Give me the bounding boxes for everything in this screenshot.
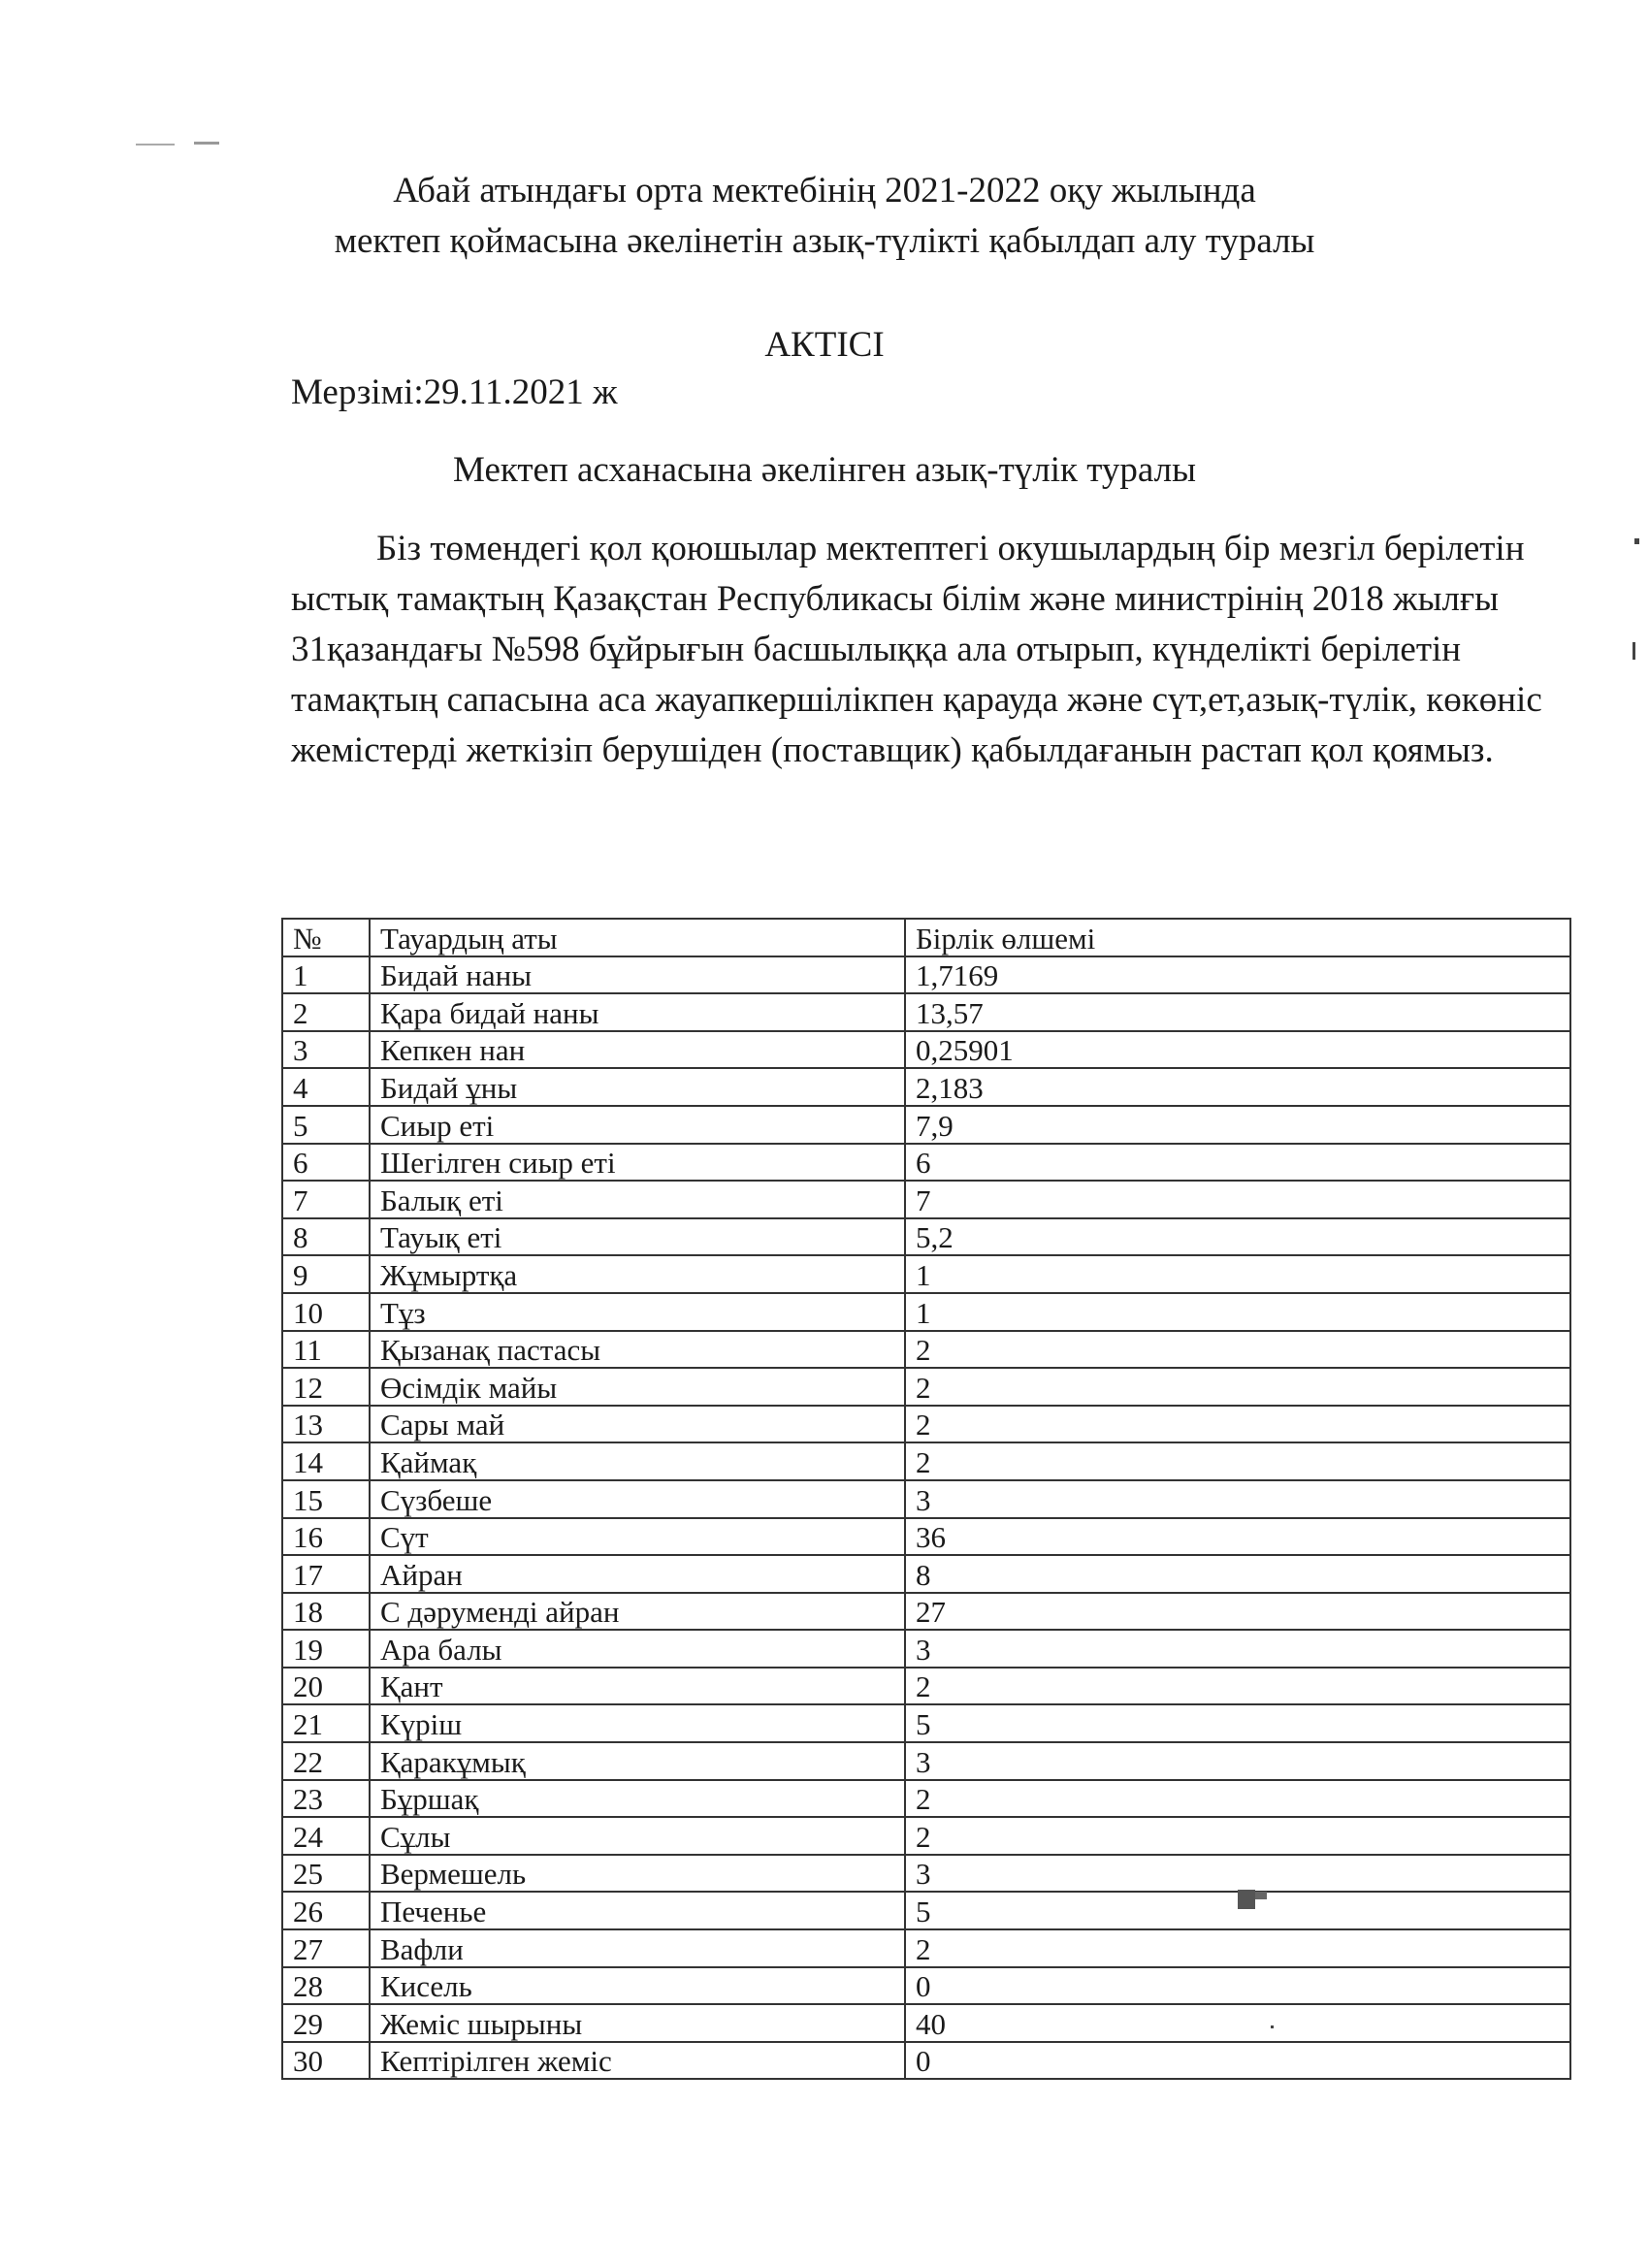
- row-number: 14: [282, 1442, 370, 1480]
- row-number: 29: [282, 2004, 370, 2042]
- product-name: Сары май: [370, 1406, 905, 1443]
- row-number: 8: [282, 1218, 370, 1256]
- product-name: Кепкен нан: [370, 1031, 905, 1069]
- table-row: [282, 1967, 1570, 2005]
- row-number: 20: [282, 1668, 370, 1705]
- row-number: 4: [282, 1068, 370, 1106]
- unit-value: 5: [905, 1704, 1570, 1742]
- row-number: 10: [282, 1293, 370, 1331]
- table-row: [282, 1630, 1570, 1668]
- scan-speck: [194, 142, 219, 145]
- product-name: Сүзбеше: [370, 1480, 905, 1518]
- unit-value: 7,9: [905, 1106, 1570, 1144]
- row-number: 9: [282, 1255, 370, 1293]
- table-row: [282, 1218, 1570, 1256]
- header-number: №: [282, 919, 370, 956]
- goods-table: [281, 918, 1571, 2080]
- table-row: [282, 956, 1570, 994]
- product-name: Қаймақ: [370, 1442, 905, 1480]
- table-row: [282, 1368, 1570, 1406]
- unit-value: 3: [905, 1480, 1570, 1518]
- table-row: [282, 1293, 1570, 1331]
- document-date: Мерзімі:29.11.2021 ж: [291, 373, 618, 412]
- row-number: 23: [282, 1780, 370, 1818]
- product-name: Вермешель: [370, 1855, 905, 1893]
- product-name: Печенье: [370, 1892, 905, 1929]
- row-number: 21: [282, 1704, 370, 1742]
- product-name: Тұз: [370, 1293, 905, 1331]
- table-row: [282, 1929, 1570, 1967]
- body-paragraph-text: Біз төмендегі қол қоюшылар мектептегі окушылардың бір мезгіл берілетін ыстық тамақтың Қазақстан Республикасы білім және министрінің 2018 жылғы 31қазандағы №598 бұйрығын басшылыққа ала отырып, күнделікті берілетін тамақтың сапасына аса жауапкершілікпен қарауда және сүт,ет,азық-түлік, көкөніс жемістерді жеткізіп берушіден (поставщик) қабылдағанын растап қол қоямыз.: [291, 529, 1542, 770]
- scan-speck: [1633, 642, 1635, 660]
- row-number: 1: [282, 956, 370, 994]
- product-name: Ара балы: [370, 1630, 905, 1668]
- product-name: Жұмыртқа: [370, 1255, 905, 1293]
- product-name: Өсімдік майы: [370, 1368, 905, 1406]
- table-row: [282, 1518, 1570, 1556]
- table-row: [282, 1442, 1570, 1480]
- document-subtitle: Мектеп асханасына әкелінген азық-түлік туралы: [453, 450, 1196, 490]
- table-row: [282, 1331, 1570, 1369]
- product-name: Бидай наны: [370, 956, 905, 994]
- product-name: Балық еті: [370, 1181, 905, 1218]
- product-name: Айран: [370, 1555, 905, 1593]
- table-header-row: [282, 919, 1570, 956]
- body-paragraph: [291, 524, 1542, 776]
- product-name: Қаракұмық: [370, 1742, 905, 1780]
- unit-value: 3: [905, 1855, 1570, 1893]
- table-row: [282, 1780, 1570, 1818]
- document-title-line-2: мектеп қоймасына әкелінетін азық-түлікті қабылдап алу туралы: [334, 221, 1315, 261]
- table-row: [282, 1892, 1570, 1929]
- unit-value: 3: [905, 1630, 1570, 1668]
- unit-value: 0: [905, 2042, 1570, 2080]
- unit-value: 2: [905, 1817, 1570, 1855]
- unit-value: 27: [905, 1593, 1570, 1631]
- document-title-line-1: Абай атындағы орта мектебінің 2021-2022 оқу жылында: [393, 171, 1256, 211]
- row-number: 30: [282, 2042, 370, 2080]
- product-name: Сұлы: [370, 1817, 905, 1855]
- unit-value: 2: [905, 1929, 1570, 1967]
- row-number: 6: [282, 1144, 370, 1182]
- unit-value: 2: [905, 1442, 1570, 1480]
- product-name: Күріш: [370, 1704, 905, 1742]
- row-number: 17: [282, 1555, 370, 1593]
- table-row: [282, 1068, 1570, 1106]
- product-name: Тауық еті: [370, 1218, 905, 1256]
- table-row: [282, 1742, 1570, 1780]
- scan-speck: [1271, 2025, 1274, 2028]
- product-name: Бидай ұны: [370, 1068, 905, 1106]
- row-number: 7: [282, 1181, 370, 1218]
- scan-speck: [1255, 1892, 1267, 1899]
- unit-value: 2: [905, 1406, 1570, 1443]
- unit-value: 2: [905, 1780, 1570, 1818]
- row-number: 2: [282, 993, 370, 1031]
- table-row: [282, 2004, 1570, 2042]
- table-row: [282, 993, 1570, 1031]
- unit-value: 8: [905, 1555, 1570, 1593]
- table-row: [282, 1817, 1570, 1855]
- product-name: Кептірілген жеміс: [370, 2042, 905, 2080]
- table-row: [282, 2042, 1570, 2080]
- unit-value: 6: [905, 1144, 1570, 1182]
- header-unit: Бірлік өлшемі: [905, 919, 1570, 956]
- row-number: 28: [282, 1967, 370, 2005]
- row-number: 15: [282, 1480, 370, 1518]
- scan-speck: [136, 144, 175, 146]
- unit-value: 1: [905, 1293, 1570, 1331]
- table-row: [282, 1555, 1570, 1593]
- product-name: Қара бидай наны: [370, 993, 905, 1031]
- unit-value: 5,2: [905, 1218, 1570, 1256]
- table-row: [282, 1704, 1570, 1742]
- act-label: АКТІСІ: [764, 325, 885, 365]
- unit-value: 0,25901: [905, 1031, 1570, 1069]
- row-number: 3: [282, 1031, 370, 1069]
- product-name: С дәруменді айран: [370, 1593, 905, 1631]
- table-row: [282, 1668, 1570, 1705]
- unit-value: 2,183: [905, 1068, 1570, 1106]
- row-number: 22: [282, 1742, 370, 1780]
- row-number: 5: [282, 1106, 370, 1144]
- row-number: 26: [282, 1892, 370, 1929]
- unit-value: 5: [905, 1892, 1570, 1929]
- product-name: Сиыр еті: [370, 1106, 905, 1144]
- table-row: [282, 1106, 1570, 1144]
- table-row: [282, 1144, 1570, 1182]
- table-body: [282, 956, 1570, 2080]
- unit-value: 7: [905, 1181, 1570, 1218]
- product-name: Сүт: [370, 1518, 905, 1556]
- unit-value: 13,57: [905, 993, 1570, 1031]
- unit-value: 40: [905, 2004, 1570, 2042]
- unit-value: 2: [905, 1668, 1570, 1705]
- unit-value: 36: [905, 1518, 1570, 1556]
- row-number: 18: [282, 1593, 370, 1631]
- row-number: 25: [282, 1855, 370, 1893]
- product-name: Вафли: [370, 1929, 905, 1967]
- product-name: Қант: [370, 1668, 905, 1705]
- row-number: 12: [282, 1368, 370, 1406]
- row-number: 16: [282, 1518, 370, 1556]
- row-number: 19: [282, 1630, 370, 1668]
- table-row: [282, 1181, 1570, 1218]
- table-row: [282, 1480, 1570, 1518]
- table-row: [282, 1593, 1570, 1631]
- product-name: Жеміс шырыны: [370, 2004, 905, 2042]
- product-name: Кисель: [370, 1967, 905, 2005]
- table-row: [282, 1255, 1570, 1293]
- unit-value: 3: [905, 1742, 1570, 1780]
- unit-value: 1,7169: [905, 956, 1570, 994]
- row-number: 27: [282, 1929, 370, 1967]
- table-row: [282, 1855, 1570, 1893]
- unit-value: 1: [905, 1255, 1570, 1293]
- product-name: Бұршақ: [370, 1780, 905, 1818]
- unit-value: 2: [905, 1368, 1570, 1406]
- row-number: 13: [282, 1406, 370, 1443]
- header-product-name: Тауардың аты: [370, 919, 905, 956]
- row-number: 11: [282, 1331, 370, 1369]
- table-row: [282, 1406, 1570, 1443]
- product-name: Шегілген сиыр еті: [370, 1144, 905, 1182]
- table-row: [282, 1031, 1570, 1069]
- row-number: 24: [282, 1817, 370, 1855]
- scan-speck: [1634, 538, 1639, 544]
- scan-speck: [1238, 1890, 1255, 1909]
- product-name: Қызанақ пастасы: [370, 1331, 905, 1369]
- unit-value: 0: [905, 1967, 1570, 2005]
- unit-value: 2: [905, 1331, 1570, 1369]
